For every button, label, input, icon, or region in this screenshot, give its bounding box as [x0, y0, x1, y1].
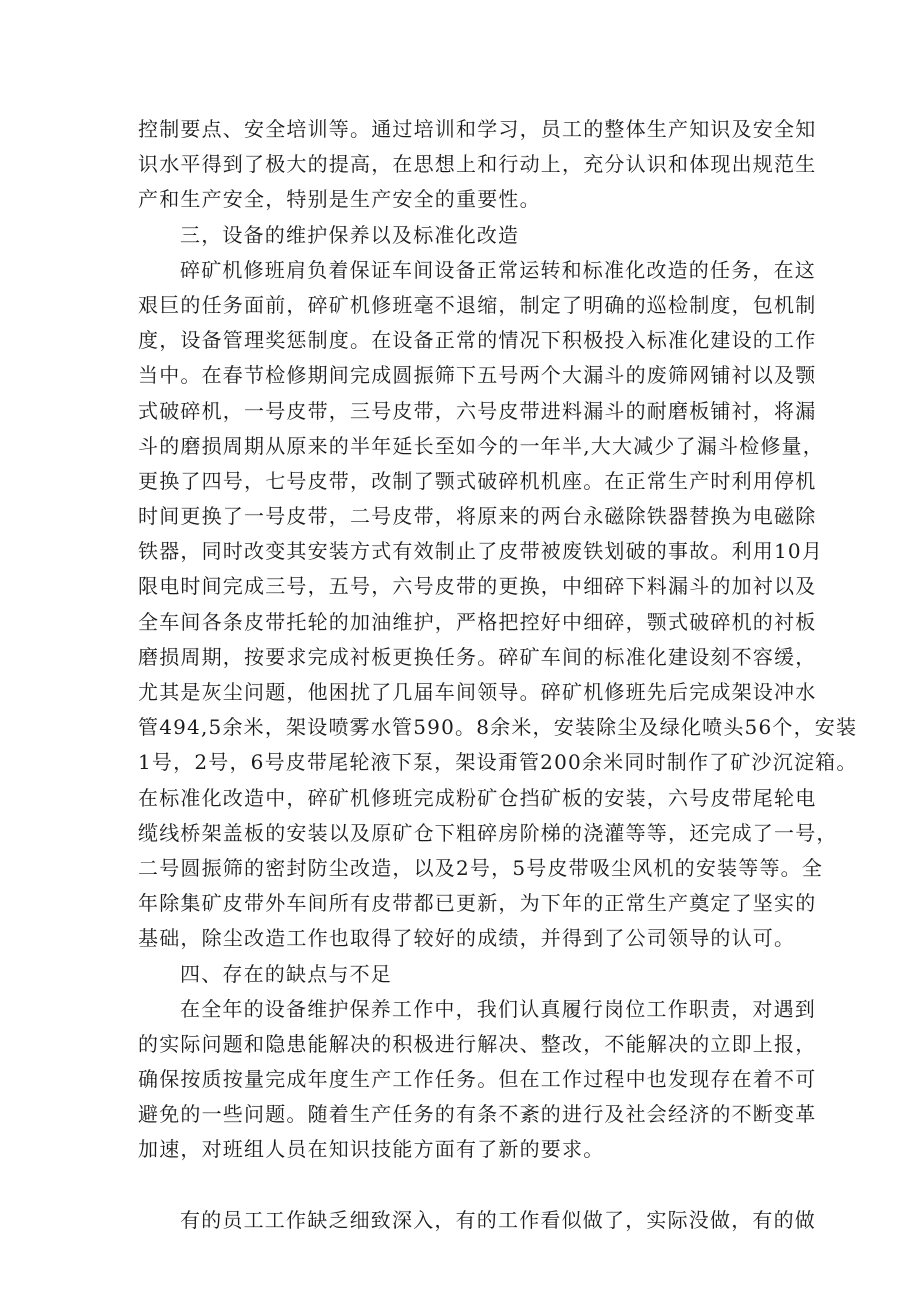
text-line: 二号圆振筛的密封防尘改造，以及2号，5号皮带吸尘风机的安装等等。全	[138, 855, 824, 880]
text-line: 当中。在春节检修期间完成圆振筛下五号两个大漏斗的废筛网铺衬以及颚	[138, 363, 817, 388]
text-line: 缆线桥架盖板的安装以及原矿仓下粗碎房阶梯的浇灌等等，还完成了一号，	[138, 820, 838, 845]
document-body	[138, 112, 858, 1238]
text-line: 识水平得到了极大的提高，在思想上和行动上，充分认识和体现出规范生	[138, 152, 817, 177]
text-line: 式破碎机，一号皮带，三号皮带，六号皮带进料漏斗的耐磨板铺衬，将漏	[138, 398, 817, 423]
text-line: 的实际问题和隐患能解决的积极进行解决、整改，不能解决的立即上报，	[138, 1031, 817, 1056]
text-line: 加速，对班组人员在知识技能方面有了新的要求。	[138, 1137, 605, 1162]
text-line: 避免的一些问题。随着生产任务的有条不紊的进行及社会经济的不断变革	[138, 1102, 817, 1127]
text-line: 在全年的设备维护保养工作中，我们认真履行岗位工作职责，对遇到	[180, 996, 816, 1021]
text-line: 斗的磨损周期从原来的半年延长至如今的一年半,大大减少了漏斗检修量，	[138, 433, 824, 458]
text-line: 控制要点、安全培训等。通过培训和学习，员工的整体生产知识及安全知	[138, 117, 817, 141]
text-line: 铁器，同时改变其安装方式有效制止了皮带被废铁划破的事故。利用10月	[138, 539, 824, 564]
text-line: 更换了四号，七号皮带，改制了颚式破碎机机座。在正常生产时利用停机	[138, 468, 817, 493]
text-line: 管494,5余米，架设喷雾水管590。8余米，安装除尘及绿化喷头56个，安装	[138, 715, 858, 740]
text-line: 1号，2号，6号皮带尾轮液下泵，架设甭管200余米同时制作了矿沙沉淀箱。	[138, 750, 858, 775]
text-line: 碎矿机修班肩负着保证车间设备正常运转和标准化改造的任务，在这	[180, 257, 816, 282]
text-line: 磨损周期，按要求完成衬板更换任务。碎矿车间的标准化建设刻不容缓，	[138, 644, 817, 669]
text-line: 有的员工工作缺乏细致深入，有的工作看似做了，实际没做，有的做	[180, 1207, 816, 1232]
text-line: 全车间各条皮带托轮的加油维护，严格把控好中细碎，颚式破碎机的衬板	[138, 609, 817, 634]
text-line: 艰巨的任务面前，碎矿机修班毫不退缩，制定了明确的巡检制度，包机制	[138, 292, 817, 317]
text-line: 尤其是灰尘问题，他困扰了几届车间领导。碎矿机修班先后完成架设冲水	[138, 680, 817, 704]
text-line: 三，设备的维护保养以及标准化改造	[180, 222, 520, 247]
text-line: 限电时间完成三号，五号，六号皮带的更换，中细碎下料漏斗的加衬以及	[138, 574, 817, 599]
text-line: 基础，除尘改造工作也取得了较好的成绩，并得到了公司领导的认可。	[138, 926, 796, 951]
text-line	[138, 1168, 798, 1203]
text-line: 时间更换了一号皮带，二号皮带，将原来的两台永磁除铁器替换为电磁除	[138, 504, 817, 529]
text-line: 产和生产安全，特别是生产安全的重要性。	[138, 187, 541, 212]
text-line: 四、存在的缺点与不足	[180, 961, 392, 986]
text-line: 在标准化改造中，碎矿机修班完成粉矿仓挡矿板的安装，六号皮带尾轮电	[138, 785, 817, 810]
text-line: 确保按质按量完成年度生产工作任务。但在工作过程中也发现存在着不可	[138, 1067, 817, 1092]
text-line: 年除集矿皮带外车间所有皮带都已更新，为下年的正常生产奠定了坚实的	[138, 891, 817, 916]
text-line: 度，设备管理奖惩制度。在设备正常的情况下积极投入标准化建设的工作	[138, 328, 817, 353]
